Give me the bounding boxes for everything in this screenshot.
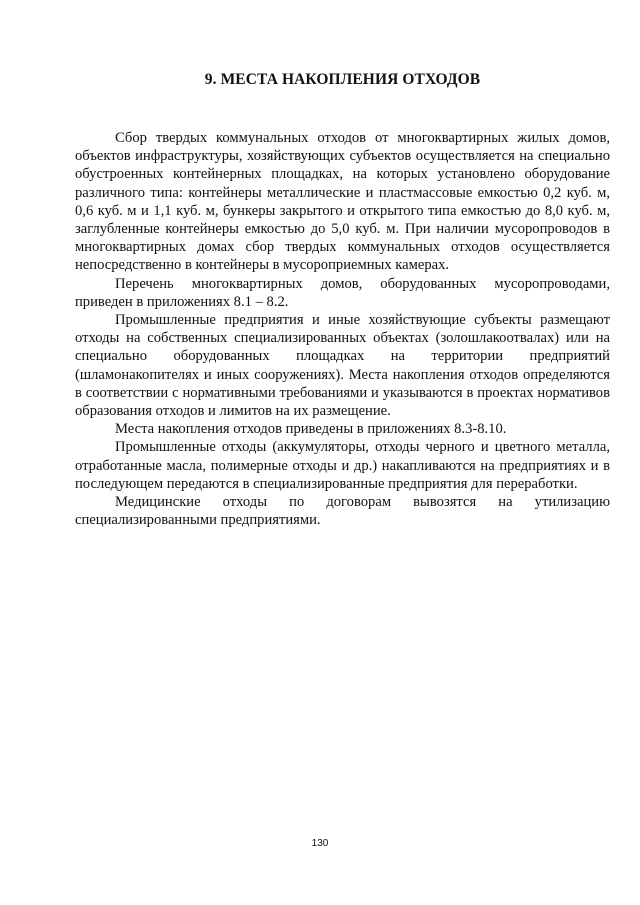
page-number: 130 (311, 838, 329, 849)
paragraph-industrial-placement: Промышленные предприятия и иные хозяйствующие субъекты размещают отходы на собственных специализированных объектах (золошлакоотвалах) или на специально оборудованных площадках на территории предприятий (шламонакопителях и иных сооружениях). Места накопления отходов определяются в соответствии с нормативными требованиями и указываются в проектах нормативов образования отходов и лимитов на их размещение. (75, 312, 610, 420)
paragraph-garbage-chute-list: Перечень многоквартирных домов, оборудованных мусоропроводами, приведен в приложениях 8.1 – 8.2. (75, 275, 610, 310)
paragraph-medical-waste: Медицинские отходы по договорам вывозятся на утилизацию специализированными предприятиями. (75, 494, 610, 529)
body-text (75, 129, 610, 529)
section-heading: 9. МЕСТА НАКОПЛЕНИЯ ОТХОДОВ (204, 71, 481, 88)
paragraph-collection-methods: Сбор твердых коммунальных отходов от многоквартирных жилых домов, объектов инфраструктуры, хозяйствующих субъектов осуществляется на специально обустроенных контейнерных площадках, на которых установлено оборудование различного типа: контейнеры металлические и пластмассовые емкостью 0,2 куб. м, 0,6 куб. м и 1,1 куб. м, бункеры закрытого и открытого типа емкостью до 8,0 куб. м, заглубленные контейнеры емкостью до 5,0 куб. м. При наличии мусоропроводов в многоквартирных домах сбор твердых коммунальных отходов осуществляется непосредственно в контейнеры в мусороприемных камерах. (75, 130, 610, 274)
paragraph-accumulation-places: Места накопления отходов приведены в приложениях 8.3-8.10. (115, 421, 507, 438)
paragraph-industrial-waste: Промышленные отходы (аккумуляторы, отходы черного и цветного металла, отработанные масла, полимерные отходы и др.) накапливаются на предприятиях и в последующем передаются в специализированные предприятия для переработки. (75, 439, 610, 492)
